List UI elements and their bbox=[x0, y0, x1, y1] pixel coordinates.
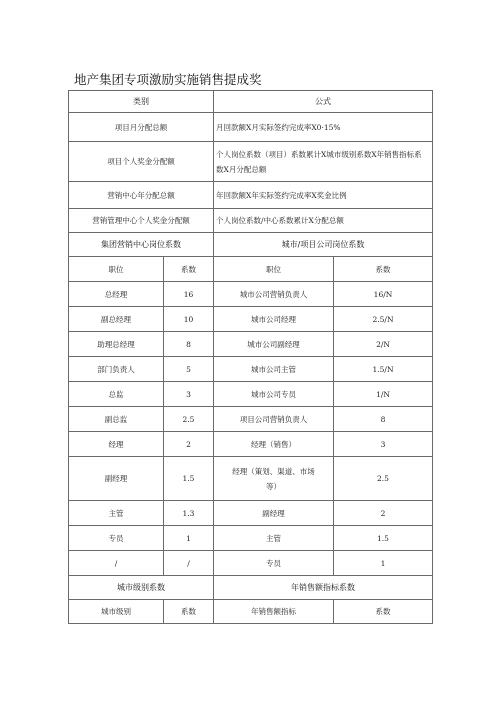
table-row bbox=[69, 551, 433, 576]
section2-header-row bbox=[69, 233, 433, 257]
position-subheader: 职位 bbox=[214, 257, 334, 282]
table-row bbox=[69, 307, 433, 332]
formula-cell: 年回款额X年实际签约完成率X奖金比例 bbox=[214, 182, 433, 209]
coefficient-cell: 2/N bbox=[334, 332, 433, 357]
table-row bbox=[69, 332, 433, 357]
sales-target-subheader: 年销售额指标 bbox=[214, 600, 334, 624]
coefficient-cell: 1/N bbox=[334, 382, 433, 407]
coefficient-cell: / bbox=[164, 551, 214, 576]
coefficient-cell: 3 bbox=[334, 432, 433, 457]
position-cell: 总经理 bbox=[69, 282, 164, 307]
position-cell: 副经理 bbox=[69, 457, 164, 501]
position-cell: 助理总经理 bbox=[69, 332, 164, 357]
coefficient-cell: 1.3 bbox=[164, 501, 214, 526]
table-row bbox=[69, 457, 433, 501]
position-cell: 城市公司主管 bbox=[214, 357, 334, 382]
coefficient-cell: 1.5 bbox=[334, 526, 433, 551]
position-cell: 项目公司营销负责人 bbox=[214, 407, 334, 432]
page-title: 地产集团专项激励实施销售提成奖 bbox=[74, 72, 262, 87]
category-cell: 项目月分配总额 bbox=[69, 113, 214, 142]
position-cell: 经理（销售） bbox=[214, 432, 334, 457]
coefficient-cell: 1.5 bbox=[164, 457, 214, 501]
table-row bbox=[69, 357, 433, 382]
position-cell: 主管 bbox=[214, 526, 334, 551]
position-cell: 副总监 bbox=[69, 407, 164, 432]
coefficient-cell: 2.5 bbox=[334, 457, 433, 501]
coefficient-cell: 1 bbox=[334, 551, 433, 576]
coefficient-cell: 8 bbox=[164, 332, 214, 357]
group-coefficient-header: 集团营销中心岗位系数 bbox=[69, 233, 214, 257]
table-row bbox=[69, 407, 433, 432]
coefficient-cell: 2.5 bbox=[164, 407, 214, 432]
city-level-subheader: 城市级别 bbox=[69, 600, 164, 624]
position-cell: 总监 bbox=[69, 382, 164, 407]
section3-subheader-row bbox=[69, 600, 433, 624]
position-cell: 专员 bbox=[214, 551, 334, 576]
position-cell: 经理 bbox=[69, 432, 164, 457]
coefficient-cell: 2 bbox=[334, 501, 433, 526]
incentive-table bbox=[68, 90, 433, 624]
position-cell: 城市公司副经理 bbox=[214, 332, 334, 357]
table-row bbox=[69, 209, 433, 233]
position-cell: 城市公司经理 bbox=[214, 307, 334, 332]
coefficient-cell: 2.5/N bbox=[334, 307, 433, 332]
section2-subheader-row bbox=[69, 257, 433, 282]
coefficient-subheader: 系数 bbox=[164, 600, 214, 624]
position-cell: 副经理 bbox=[214, 501, 334, 526]
coefficient-cell: 10 bbox=[164, 307, 214, 332]
category-cell: 项目个人奖金分配额 bbox=[69, 142, 214, 182]
position-cell: 专员 bbox=[69, 526, 164, 551]
position-cell: 主管 bbox=[69, 501, 164, 526]
position-subheader: 职位 bbox=[69, 257, 164, 282]
category-header: 类别 bbox=[69, 91, 214, 113]
formula-header: 公式 bbox=[214, 91, 433, 113]
coefficient-cell: 8 bbox=[334, 407, 433, 432]
position-cell: 经理（策划、渠道、市场等） bbox=[214, 457, 334, 501]
coefficient-cell: 5 bbox=[164, 357, 214, 382]
formula-cell: 个人岗位系数（项目）系数累计X城市级别系数X年销售指标系数X月分配总额 bbox=[214, 142, 433, 182]
section3-header-row bbox=[69, 576, 433, 600]
coefficient-subheader: 系数 bbox=[164, 257, 214, 282]
section1-header-row bbox=[69, 91, 433, 113]
position-cell: / bbox=[69, 551, 164, 576]
table-row bbox=[69, 113, 433, 142]
table-row bbox=[69, 182, 433, 209]
coefficient-subheader: 系数 bbox=[334, 257, 433, 282]
coefficient-subheader: 系数 bbox=[334, 600, 433, 624]
position-cell: 副总经理 bbox=[69, 307, 164, 332]
table-row bbox=[69, 526, 433, 551]
coefficient-cell: 3 bbox=[164, 382, 214, 407]
table-row bbox=[69, 501, 433, 526]
sales-target-coefficient-header: 年销售额指标系数 bbox=[214, 576, 433, 600]
table-row bbox=[69, 282, 433, 307]
formula-cell: 个人岗位系数/中心系数累计X分配总额 bbox=[214, 209, 433, 233]
city-level-coefficient-header: 城市级别系数 bbox=[69, 576, 214, 600]
position-cell: 城市公司专员 bbox=[214, 382, 334, 407]
table-row bbox=[69, 382, 433, 407]
coefficient-cell: 16/N bbox=[334, 282, 433, 307]
coefficient-cell: 1 bbox=[164, 526, 214, 551]
table-row bbox=[69, 432, 433, 457]
position-cell: 部门负责人 bbox=[69, 357, 164, 382]
position-cell: 城市公司营销负责人 bbox=[214, 282, 334, 307]
coefficient-cell: 16 bbox=[164, 282, 214, 307]
formula-cell: 月回款额X月实际签约完成率X0·15% bbox=[214, 113, 433, 142]
category-cell: 营销中心年分配总额 bbox=[69, 182, 214, 209]
table-row bbox=[69, 142, 433, 182]
coefficient-cell: 2 bbox=[164, 432, 214, 457]
city-coefficient-header: 城市/项目公司岗位系数 bbox=[214, 233, 433, 257]
coefficient-cell: 1.5/N bbox=[334, 357, 433, 382]
category-cell: 营销管理中心个人奖金分配额 bbox=[69, 209, 214, 233]
